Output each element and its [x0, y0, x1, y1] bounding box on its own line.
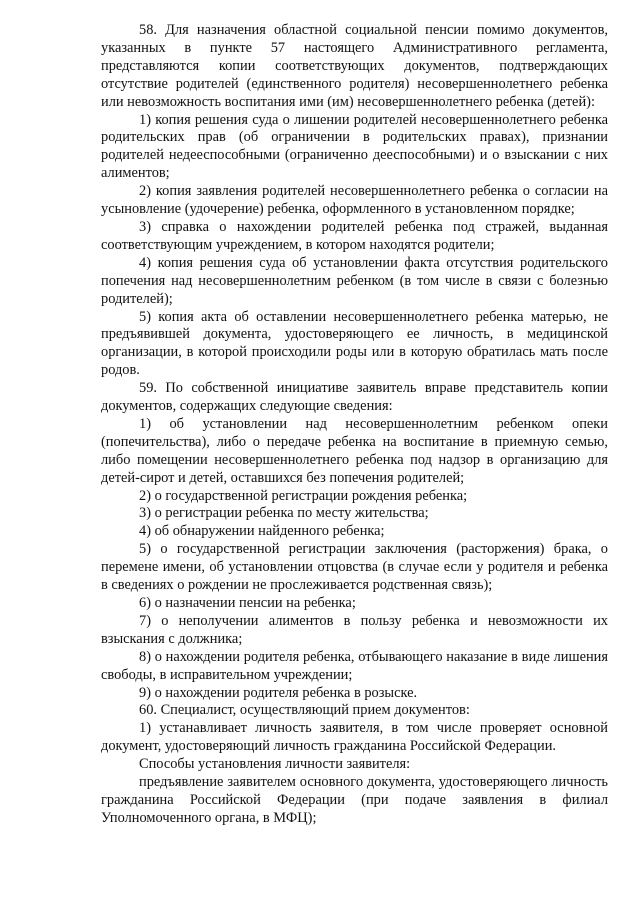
paragraph-60-item-1: 1) устанавливает личность заявителя, в том числе проверяет основной документ, удостоверяющий личность гражданина Российской Федерации. — [101, 720, 608, 755]
paragraph-58-item-1: 1) копия решения суда о лишении родителей несовершеннолетнего ребенка родительских прав (об ограничении в родительских правах), признании родителей недееспособными (ограниченно дееспособными) и о взыскании с них алиментов; — [101, 111, 608, 182]
paragraph-59-item-4: 4) об обнаружении найденного ребенка; — [139, 523, 385, 540]
paragraph-59-item-1: 1) об установлении над несовершеннолетним ребенком опеки (попечительства), либо о передаче ребенка на воспитание в приемную семью, либо помещении несовершеннолетнего ребенка под надзор в организацию для детей-сирот и детей, оставшихся без попечения родителей; — [101, 415, 608, 486]
identity-methods-heading: Способы установления личности заявителя: — [139, 756, 411, 773]
paragraph-58-item-4: 4) копия решения суда об установлении факта отсутствия родительского попечения над несовершеннолетним ребенком (в том числе в связи с болезнью родителей); — [101, 254, 608, 307]
paragraph-58: 58. Для назначения областной социальной пенсии помимо документов, указанных в пункте 57 настоящего Административного регламента, представляются копии соответствующих документов, подтверждающих отсутствие родителей (единственного родителя) несовершеннолетнего ребенка или невозможность воспитания ими (им) несовершеннолетнего ребенка (детей): — [101, 22, 608, 110]
paragraph-58-item-3: 3) справка о нахождении родителей ребенка под стражей, выданная соответствующим учреждением, в котором находятся родители; — [101, 218, 608, 253]
paragraph-59-item-5: 5) о государственной регистрации заключения (расторжения) брака, о перемене имени, об установлении отцовства (в случае если у родителя и ребенка в сведениях о рождении не прослеживается родственная связь); — [101, 541, 608, 594]
paragraph-60: 60. Специалист, осуществляющий прием документов: — [139, 702, 470, 719]
paragraph-59-item-7: 7) о неполучении алиментов в пользу ребенка и невозможности их взыскания с должника; — [101, 612, 608, 647]
paragraph-59-item-2: 2) о государственной регистрации рождения ребенка; — [139, 487, 468, 504]
paragraph-59-item-9: 9) о нахождении родителя ребенка в розыске. — [139, 684, 418, 701]
identity-method-passport: предъявление заявителем основного документа, удостоверяющего личность гражданина Российской Федерации (при подаче заявления в филиал Уполномоченного органа, в МФЦ); — [101, 774, 608, 826]
paragraph-59-item-8: 8) о нахождении родителя ребенка, отбывающего наказание в виде лишения свободы, в исправительном учреждении; — [101, 648, 608, 683]
paragraph-59: 59. По собственной инициативе заявитель вправе представитель копии документов, содержащих следующие сведения: — [101, 380, 608, 415]
paragraph-58-item-2: 2) копия заявления родителей несовершеннолетнего ребенка о согласии на усыновление (удочерение) ребенка, оформленного в установленном порядке; — [101, 183, 608, 218]
paragraph-59-item-6: 6) о назначении пенсии на ребенка; — [139, 595, 356, 611]
paragraph-58-item-5: 5) копия акта об оставлении несовершеннолетнего ребенка матерью, не предъявившей документа, удостоверяющего ее личность, в медицинской организации, в которой происходили роды или в которую обратилась мать после родов. — [101, 308, 608, 379]
paragraph-59-item-3: 3) о регистрации ребенка по месту жительства; — [139, 505, 429, 522]
